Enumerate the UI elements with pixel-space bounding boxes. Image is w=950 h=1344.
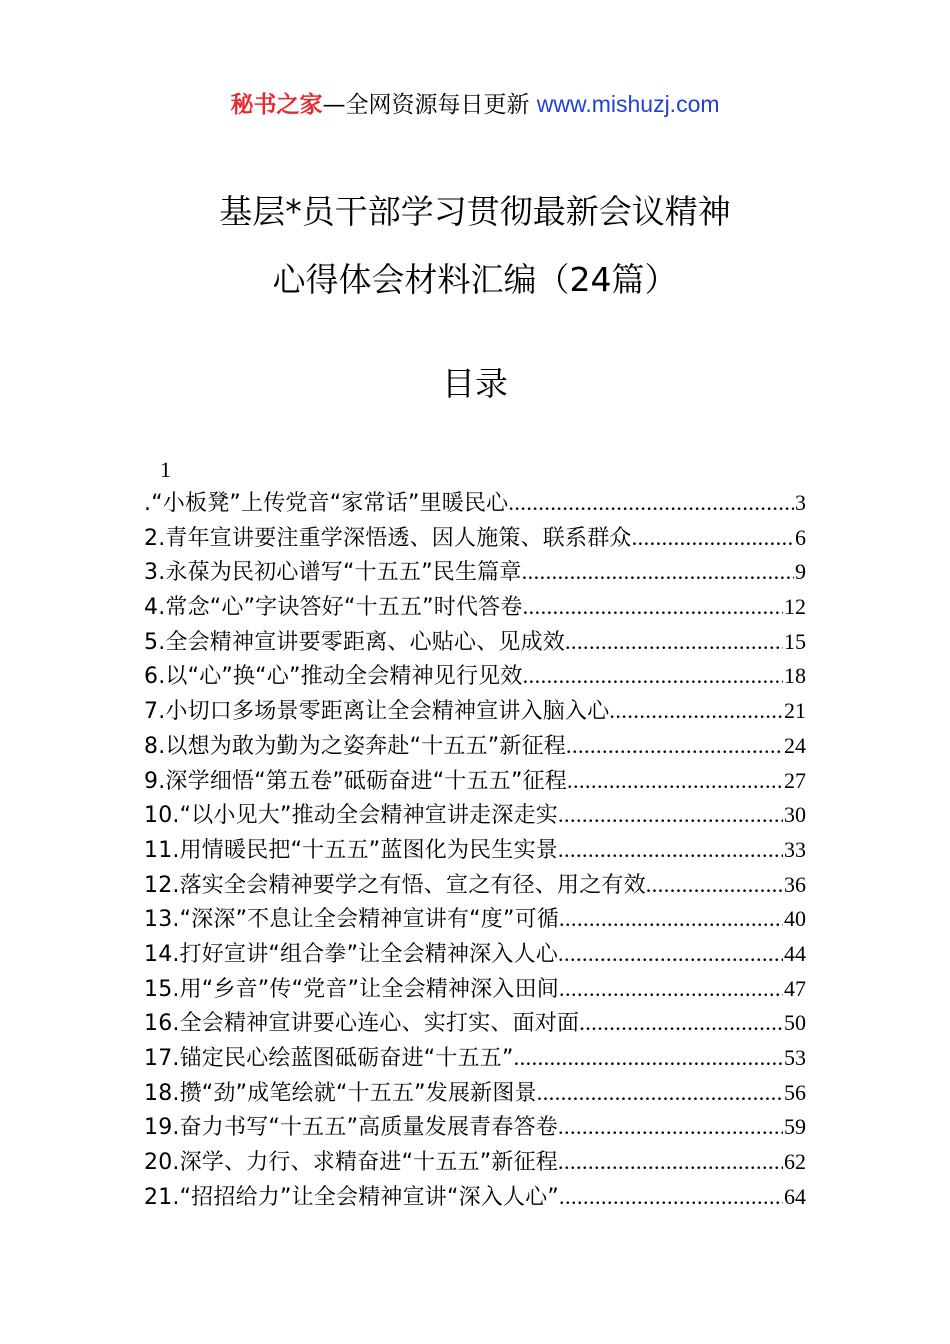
toc-entry-page-number: 40 <box>784 906 806 932</box>
toc-leader-dots <box>508 486 794 521</box>
toc-leader-dots <box>559 1180 783 1215</box>
toc-entry[interactable] <box>144 972 806 1007</box>
toc-heading: 目录 <box>442 364 508 403</box>
toc-entry-page-number: 36 <box>784 871 806 897</box>
toc-entry[interactable] <box>144 937 806 972</box>
toc-entry-title: 11.用情暖民把“十五五”蓝图化为民生实景 <box>144 837 558 863</box>
toc-entry-title: 8.以想为敢为勤为之姿奔赴“十五五”新征程 <box>144 733 566 759</box>
toc-entry-title: 9.深学细悟“第五卷”砥砺奋进“十五五”征程 <box>144 768 567 794</box>
toc-entry-title: 3.永葆为民初心谱写“十五五”民生篇章 <box>144 560 522 586</box>
toc-leader-dots <box>558 798 783 833</box>
toc-entry-page-number: 33 <box>784 836 806 862</box>
toc-leader-dots <box>646 868 783 903</box>
toc-entry-page-number: 9 <box>795 559 806 585</box>
toc-entry-title: 14.打好宣讲“组合拳”让全会精神深入人心 <box>144 941 558 967</box>
toc-entry[interactable] <box>144 1180 806 1215</box>
toc-leader-dots <box>559 902 783 937</box>
toc-entry-page-number: 12 <box>784 594 806 620</box>
toc-entry[interactable] <box>144 590 806 625</box>
toc-leader-dots <box>523 659 783 694</box>
toc-entry-title: 17.锚定民心绘蓝图砥砺奋进“十五五” <box>144 1046 514 1071</box>
toc-leader-dots <box>565 625 783 660</box>
toc-entry-page-number: 44 <box>784 940 806 966</box>
site-link[interactable]: www.mishuzj.com <box>536 91 720 117</box>
toc-entry-page-number: 53 <box>784 1045 806 1070</box>
toc-entry-title: 6.以“心”换“心”推动全会精神见行见效 <box>144 664 523 690</box>
toc-leader-dots <box>537 1076 783 1111</box>
toc-entry-title: 2.青年宣讲要注重学深悟透、因人施策、联系群众 <box>144 525 632 551</box>
toc-entry-title: 13.“深深”不息让全会精神宣讲有“度”可循 <box>144 907 559 933</box>
toc-entry-page-number: 15 <box>784 628 806 654</box>
toc-entry[interactable] <box>144 555 806 590</box>
toc-entry-title: 15.用“乡音”传“党音”让全会精神深入田间 <box>144 976 559 1002</box>
toc-entry[interactable] <box>144 833 806 868</box>
document-title-line-1: 基层*员干部学习贯彻最新会议精神 <box>219 192 731 231</box>
toc-entry-page-number: 50 <box>784 1010 806 1036</box>
toc-entry-title: 20.深学、力行、求精奋进“十五五”新征程 <box>144 1150 558 1176</box>
toc-entry-page-number: 24 <box>784 732 806 758</box>
toc-leader-dots <box>567 764 783 799</box>
toc-entry-title: 10.“以小见大”推动全会精神宣讲走深走实 <box>144 803 558 829</box>
toc-entry[interactable] <box>144 521 806 556</box>
toc-entry-page-number: 18 <box>784 663 806 689</box>
toc-leader-dots <box>514 1041 783 1076</box>
toc-leader-dots <box>632 521 794 556</box>
toc-entry-page-number: 27 <box>784 767 806 793</box>
toc-entry-title: 19.奋力书写“十五五”高质量发展青春答卷 <box>144 1115 558 1141</box>
toc-entry[interactable] <box>144 1041 806 1076</box>
toc-leader-dots <box>559 972 783 1007</box>
toc-entry-page-number: 59 <box>784 1114 806 1140</box>
toc-entry[interactable] <box>144 902 806 937</box>
toc-entry[interactable] <box>144 764 806 799</box>
banner-slogan: —全网资源每日更新 <box>322 92 537 118</box>
toc-entry-title: 5.全会精神宣讲要零距离、心贴心、见成效 <box>144 629 565 655</box>
toc-leader-dots <box>558 1145 783 1180</box>
toc-leader-dots <box>558 833 783 868</box>
table-of-contents <box>144 486 806 1214</box>
site-banner <box>0 88 950 121</box>
toc-leader-dots <box>558 1110 783 1145</box>
toc-entry-page-number: 21 <box>784 698 806 724</box>
toc-leader-dots <box>558 937 783 972</box>
toc-entry[interactable] <box>144 1006 806 1041</box>
toc-leader-dots <box>566 729 783 764</box>
toc-entry-page-number: 64 <box>784 1183 806 1209</box>
toc-entry-title: 16.全会精神宣讲要心连心、实打实、面对面 <box>144 1011 580 1037</box>
toc-entry-title: 21.“招招给力”让全会精神宣讲“深入人心” <box>144 1184 559 1210</box>
toc-entry[interactable] <box>144 729 806 764</box>
toc-entry-page-number: 47 <box>784 975 806 1001</box>
toc-entry[interactable] <box>144 1076 806 1111</box>
toc-entry[interactable] <box>144 625 806 660</box>
toc-entry-title: .“小板凳”上传党音“家常话”里暖民心 <box>144 491 509 516</box>
toc-entry-title: 18.攒“劲”成笔绘就“十五五”发展新图景 <box>144 1080 537 1106</box>
toc-entry[interactable] <box>144 486 806 521</box>
toc-leader-dots <box>523 590 783 625</box>
toc-entry[interactable] <box>144 798 806 833</box>
toc-entry-title: 4.常念“心”字诀答好“十五五”时代答卷 <box>144 595 523 621</box>
toc-entry[interactable] <box>144 868 806 903</box>
toc-entry-title: 7.小切口多场景零距离让全会精神宣讲入脑入心 <box>144 699 610 725</box>
toc-stray-number: 1 <box>160 457 171 482</box>
toc-entry[interactable] <box>144 659 806 694</box>
toc-leader-dots <box>522 555 794 590</box>
toc-leader-dots <box>609 694 783 729</box>
toc-entry-page-number: 6 <box>795 524 806 550</box>
toc-entry-page-number: 3 <box>795 490 806 515</box>
toc-entry[interactable] <box>144 1110 806 1145</box>
toc-entry-title: 12.落实全会精神要学之有悟、宣之有径、用之有效 <box>144 872 646 898</box>
toc-entry-page-number: 30 <box>784 802 806 828</box>
toc-entry[interactable] <box>144 1145 806 1180</box>
toc-entry-page-number: 56 <box>784 1079 806 1105</box>
toc-leader-dots <box>579 1006 783 1041</box>
document-title-line-2: 心得体会材料汇编（24篇） <box>272 260 678 299</box>
toc-entry-page-number: 62 <box>784 1149 806 1175</box>
brand-name: 秘书之家 <box>230 92 323 118</box>
toc-entry[interactable] <box>144 694 806 729</box>
